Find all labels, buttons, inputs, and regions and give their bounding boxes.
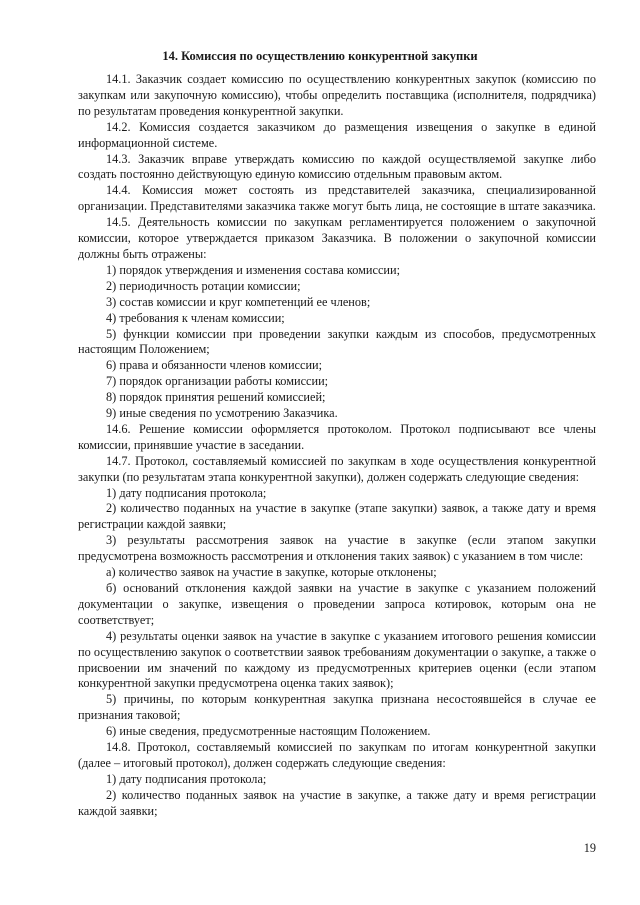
- list-item: 4) результаты оценки заявок на участие в закупке с указанием итогового решения комиссии по осуществлению закупок о соответствии заявок требованиям документации о закупке, а также о присвоении им значений по каждому из предусмотренных критериев оценки (если этапом конкурентной закупки предусмотрена оценка таких заявок);: [78, 628, 596, 691]
- page-number: 19: [583, 841, 596, 855]
- list-item: 8) порядок принятия решений комиссией;: [106, 390, 326, 405]
- paragraph: 14.7. Протокол, составляемый комиссией по закупкам в ходе осуществления конкурентной закупки (по результатам этапа конкурентной закупки), должен содержать следующие сведения:: [78, 453, 596, 484]
- paragraph: 14.6. Решение комиссии оформляется протоколом. Протокол подписывают все члены комиссии, принявшие участие в заседании.: [78, 421, 596, 452]
- list-item: 1) дату подписания протокола;: [106, 771, 267, 786]
- list-item: 5) функции комиссии при проведении закупки каждым из способов, предусмотренных настоящим Положением;: [78, 326, 596, 357]
- list-item: 7) порядок организации работы комиссии;: [106, 374, 329, 389]
- list-item: 3) состав комиссии и круг компетенций ее членов;: [106, 294, 371, 309]
- paragraph: 14.2. Комиссия создается заказчиком до размещения извещения о закупке в единой информационной системе.: [78, 119, 596, 150]
- list-item: 2) количество поданных на участие в закупке (этапе закупки) заявок, а также дату и время регистрации каждой заявки;: [78, 501, 596, 532]
- list-item: 3) результаты рассмотрения заявок на участие в закупке (если этапом закупки предусмотрена возможность рассмотрения и отклонения таких заявок) с указанием в том числе:: [78, 533, 596, 564]
- list-item: 5) причины, по которым конкурентная закупка признана несостоявшейся в случае ее признания таковой;: [78, 692, 596, 723]
- sub-list-item: б) оснований отклонения каждой заявки на участие в закупке с указанием положений документации о закупке, извещения о проведении запроса котировок, которым она не соответствует;: [78, 581, 596, 627]
- list-item: 6) иные сведения, предусмотренные настоящим Положением.: [106, 724, 431, 739]
- sub-list-item: а) количество заявок на участие в закупке, которые отклонены;: [106, 565, 437, 580]
- list-item: 6) права и обязанности членов комиссии;: [106, 358, 323, 373]
- document-body: [78, 72, 596, 820]
- paragraph: 14.5. Деятельность комиссии по закупкам регламентируется положением о закупочной комиссии, которое утверждается приказом Заказчика. В положении о закупочной комиссии должны быть отражены:: [78, 215, 596, 261]
- paragraph: 14.1. Заказчик создает комиссию по осуществлению конкурентных закупок (комиссию по закупкам или закупочную комиссию), чтобы определить поставщика (исполнителя, подрядчика) по результатам проведения конкурентной закупки.: [78, 72, 596, 118]
- list-item: 9) иные сведения по усмотрению Заказчика.: [106, 406, 338, 421]
- list-item: 1) дату подписания протокола;: [106, 485, 267, 500]
- list-item: 2) количество поданных заявок на участие в закупке, а также дату и время регистрации каждой заявки;: [78, 787, 596, 818]
- section-title: 14. Комиссия по осуществлению конкурентной закупки: [162, 49, 478, 63]
- paragraph: 14.4. Комиссия может состоять из представителей заказчика, специализированной организации. Представителями заказчика также могут быть лица, не состоящие в штате заказчика.: [78, 183, 596, 214]
- paragraph: 14.3. Заказчик вправе утверждать комиссию по каждой осуществляемой закупке либо создать постоянно действующую единую комиссию отдельным правовым актом.: [78, 151, 596, 182]
- list-item: 1) порядок утверждения и изменения состава комиссии;: [106, 262, 401, 277]
- paragraph: 14.8. Протокол, составляемый комиссией по закупкам по итогам конкурентной закупки (далее – итоговый протокол), должен содержать следующие сведения:: [78, 740, 596, 770]
- list-item: 2) периодичность ротации комиссии;: [106, 278, 301, 293]
- list-item: 4) требования к членам комиссии;: [106, 310, 285, 325]
